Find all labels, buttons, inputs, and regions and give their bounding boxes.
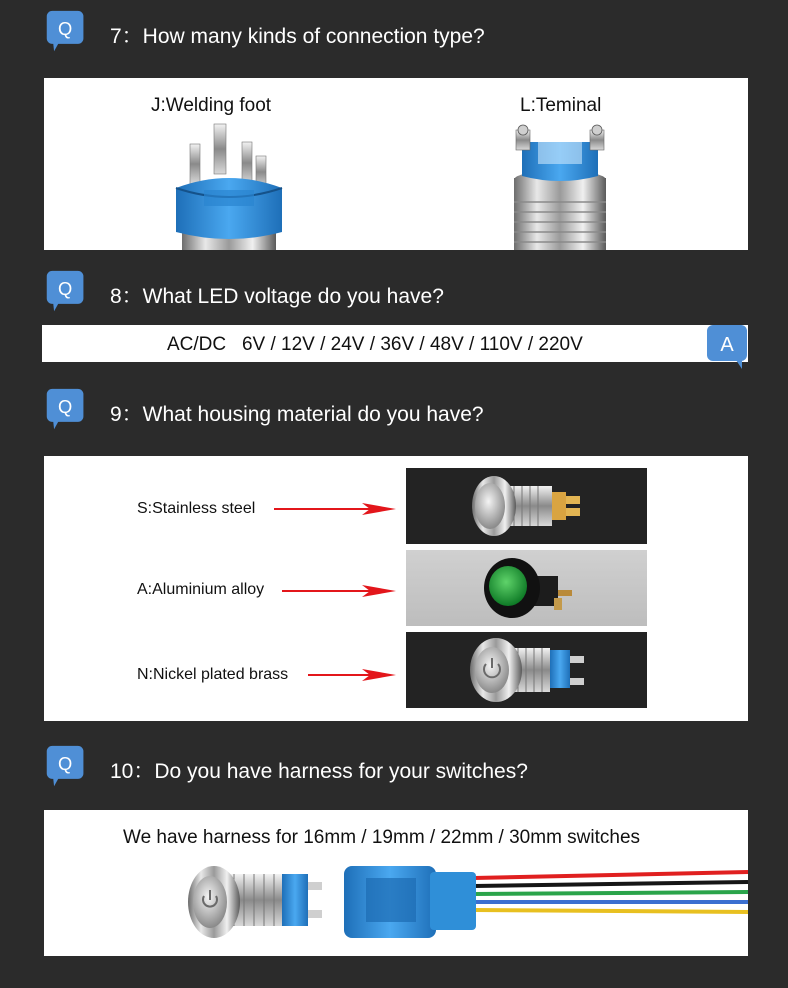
- terminal-label: L:Teminal: [520, 95, 602, 116]
- question-10-text: 10：Do you have harness for your switches?: [110, 760, 528, 783]
- question-7-text: 7：How many kinds of connection type?: [110, 25, 485, 48]
- connection-type-panel: [44, 78, 748, 250]
- arrow-right-icon: [274, 502, 396, 516]
- nickel-plated-brass-switch-image: [406, 632, 647, 708]
- question-8-text: 8：What LED voltage do you have?: [110, 285, 444, 308]
- housing-material-panel: [44, 456, 748, 721]
- material-label-stainless: S:Stainless steel: [137, 500, 256, 517]
- material-label-nickel: N:Nickel plated brass: [137, 666, 289, 683]
- svg-text:Q: Q: [57, 395, 73, 417]
- aluminium-alloy-switch-image: [406, 550, 647, 626]
- harness-sizes-text: We have harness for 16mm / 19mm / 22mm / 30mm switches: [123, 827, 641, 848]
- question-badge-icon: [44, 270, 88, 314]
- svg-text:Q: Q: [57, 17, 73, 39]
- question-badge-icon: [44, 10, 88, 54]
- arrow-right-icon: [282, 584, 396, 598]
- question-badge-icon: [44, 388, 88, 432]
- welding-foot-switch-image: [174, 120, 284, 250]
- material-label-aluminium: A:Aluminium alloy: [137, 581, 265, 598]
- svg-text:A: A: [720, 334, 734, 356]
- question-8-row: [44, 270, 764, 318]
- svg-text:Q: Q: [57, 277, 73, 299]
- question-9-row: [44, 388, 764, 436]
- voltage-options-text: AC/DC 6V / 12V / 24V / 36V / 48V / 110V / 220V: [167, 334, 583, 355]
- question-10-row: [44, 745, 764, 793]
- question-badge-icon: [44, 745, 88, 789]
- svg-text:Q: Q: [57, 752, 73, 774]
- question-9-text: 9：What housing material do you have?: [110, 403, 484, 426]
- answer-badge-icon: [706, 324, 750, 372]
- terminal-switch-image: [502, 120, 618, 250]
- welding-foot-label: J:Welding foot: [151, 95, 272, 116]
- stainless-steel-switch-image: [406, 468, 647, 544]
- harness-panel: [44, 810, 748, 956]
- arrow-right-icon: [308, 668, 396, 682]
- question-7-row: [44, 10, 764, 58]
- harness-switch-image: [184, 858, 748, 948]
- voltage-panel: [42, 325, 748, 362]
